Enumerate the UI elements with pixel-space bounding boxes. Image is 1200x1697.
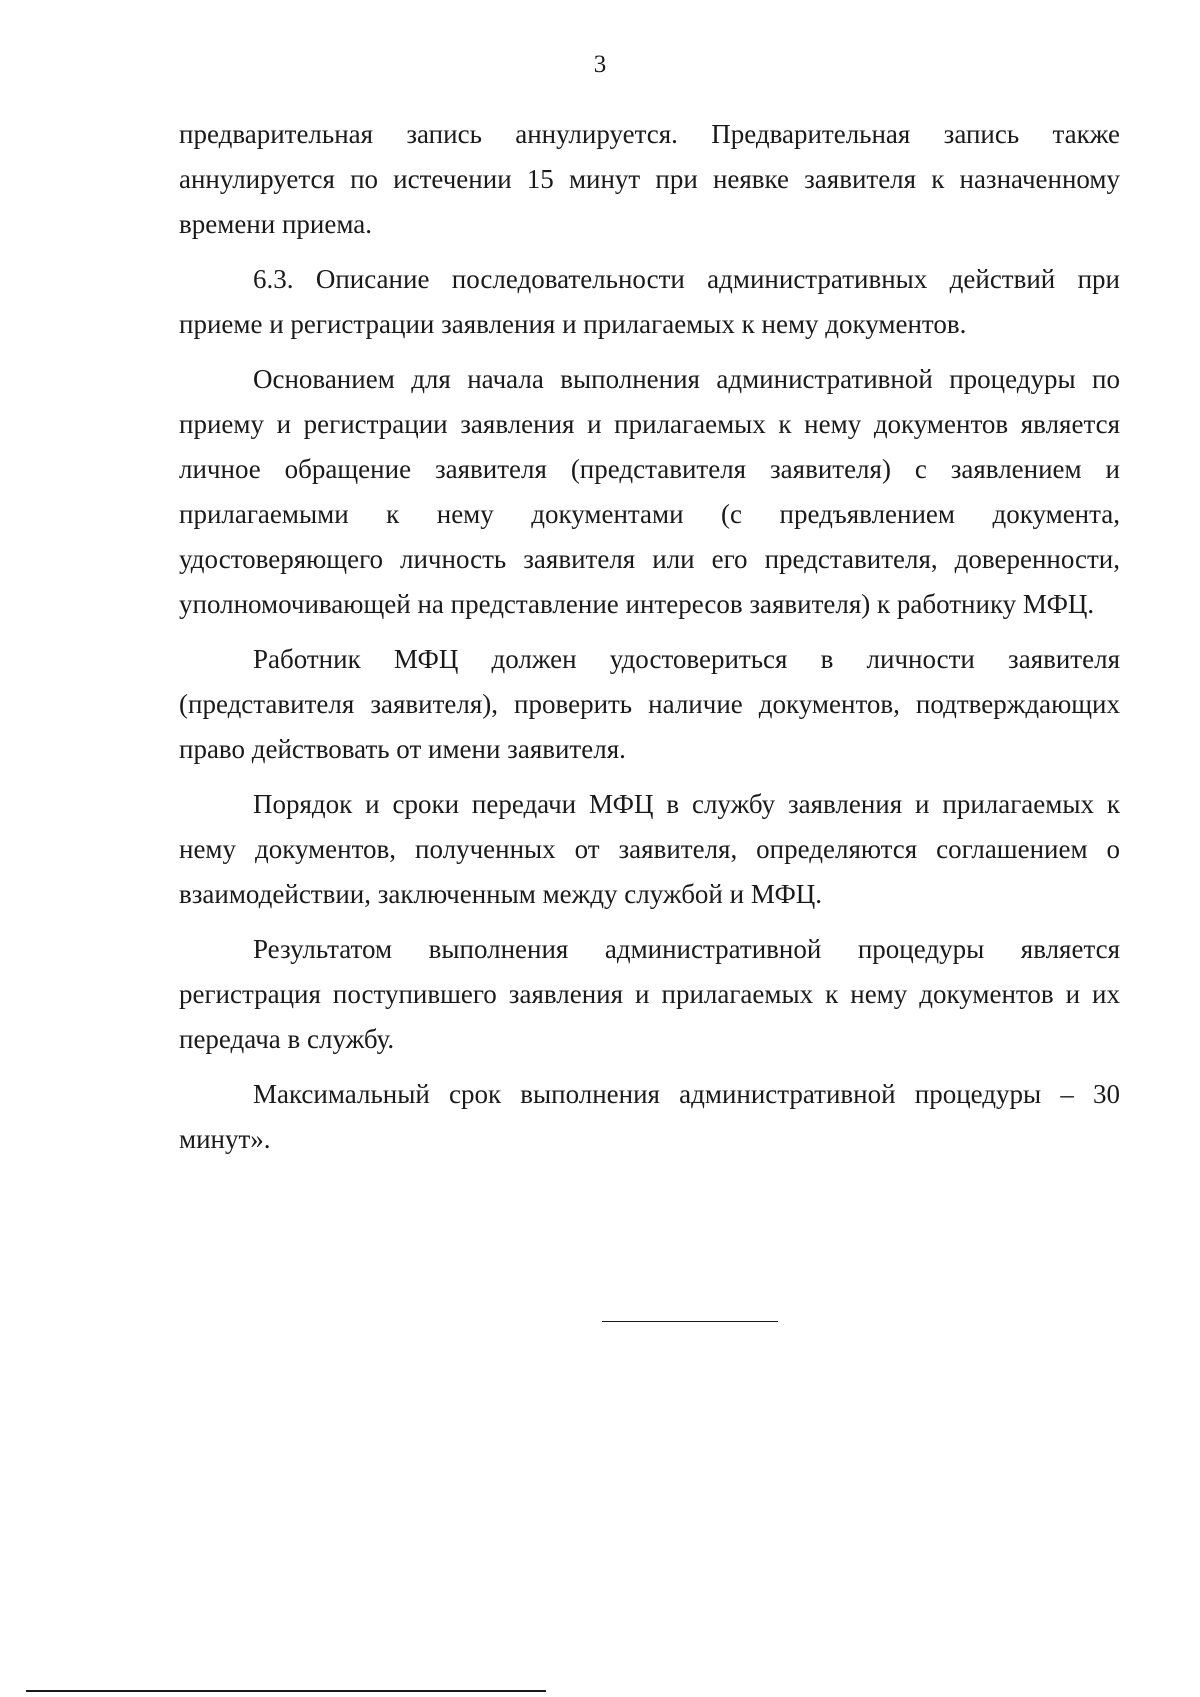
- closing-divider: [602, 1321, 778, 1322]
- paragraph-max-term: Максимальный срок выполнения административной процедуры – 30 минут».: [179, 1079, 1120, 1154]
- paragraph-result: Результатом выполнения административной процедуры является регистрация поступившего заявления и прилагаемых к нему документов и их передача в службу.: [179, 934, 1120, 1054]
- paragraph-transfer-order: Порядок и сроки передачи МФЦ в службу заявления и прилагаемых к нему документов, полученных от заявителя, определяются соглашением о взаимодействии, заключенным между службой и МФЦ.: [179, 789, 1120, 909]
- paragraph-continuation: предварительная запись аннулируется. Предварительная запись также аннулируется по истечении 15 минут при неявке заявителя к назначенному времени приема.: [179, 119, 1120, 239]
- document-body: [179, 112, 1120, 1172]
- paragraph-section-heading: 6.3. Описание последовательности административных действий при приеме и регистрации заявления и прилагаемых к нему документов.: [179, 264, 1120, 339]
- paragraph-employee-duty: Работник МФЦ должен удостовериться в личности заявителя (представителя заявителя), проверить наличие документов, подтверждающих право действовать от имени заявителя.: [179, 644, 1120, 764]
- bottom-edge-line: [26, 1690, 546, 1692]
- page-number: 3: [593, 51, 607, 78]
- paragraph-basis: Основанием для начала выполнения административной процедуры по приему и регистрации заявления и прилагаемых к нему документов является личное обращение заявителя (представителя заявителя) с заявлением и прилагаемыми к нему документами (с предъявлением документа, удостоверяющего личность заявителя или его представителя, доверенности, уполномочивающей на представление интересов заявителя) к работнику МФЦ.: [179, 364, 1120, 619]
